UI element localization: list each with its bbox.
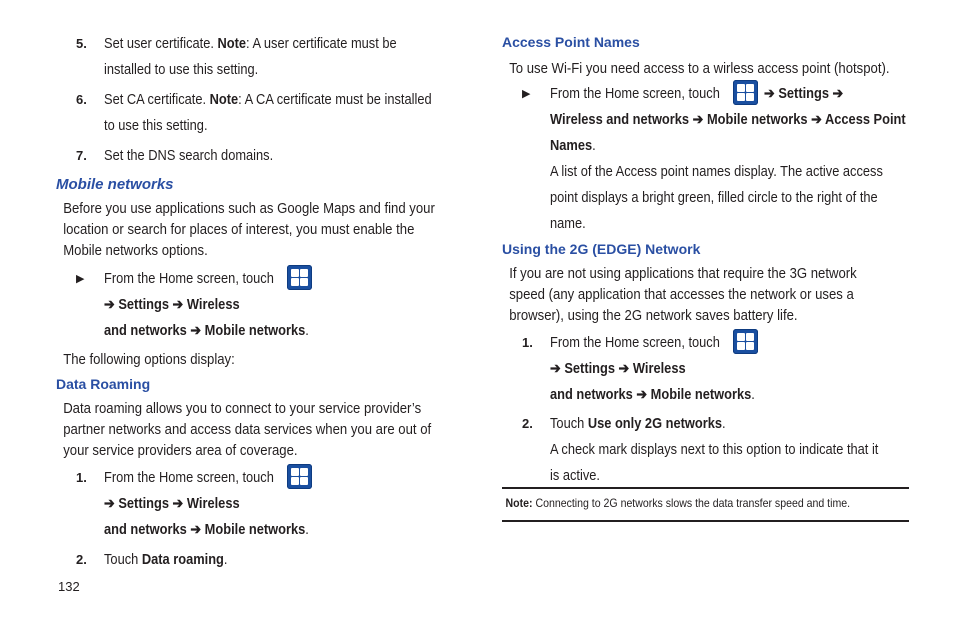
data-roaming-step-2: 2. Touch Data roaming. (56, 547, 464, 573)
section-heading-access-point-names: Access Point Names (502, 34, 640, 50)
bullet-arrow-icon: ▶ (522, 88, 531, 100)
apn-intro: To use Wi-Fi you need access to a wirless access point (hotspot). (509, 61, 890, 77)
step-number: 1. (522, 335, 533, 350)
note-box (502, 487, 909, 522)
step-7 (56, 143, 464, 169)
apps-grid-icon (733, 329, 758, 354)
settings-path: ➔ Settings ➔ Wireless (104, 496, 240, 512)
note-text: Connecting to 2G networks slows the data transfer speed and time. (532, 496, 851, 510)
note-label: Note (217, 36, 247, 52)
note-label: Note: (505, 496, 533, 510)
mobile-networks-intro: Before you use applications such as Google Maps and find your location or search for places of interest, you must enable the Mobile networks options. (63, 201, 435, 259)
step-number: 7. (76, 148, 87, 163)
apps-grid-icon (733, 80, 758, 105)
apps-grid-icon (287, 265, 312, 290)
section-heading-data-roaming: Data Roaming (56, 376, 151, 392)
step-number: 6. (76, 92, 87, 107)
settings-path: ➔ Settings ➔ Wireless (550, 361, 686, 377)
settings-path: ➔ Settings ➔ Wireless (104, 297, 240, 313)
edge-step-1: 1. From the Home screen, touch ➔ Settings ➔ Wireless and networks ➔ Mobile networks. (502, 330, 910, 408)
options-display-text: The following options display: (63, 352, 235, 368)
step-text: Set the DNS search domains. (104, 148, 274, 164)
step-number: 2. (522, 416, 533, 431)
section-heading-mobile-networks: Mobile networks (56, 176, 174, 193)
edge-step-2: 2. Touch Use only 2G networks. A check mark displays next to this option to indicate that it is active. (502, 411, 910, 489)
note-label: Note (209, 92, 239, 108)
step-number: 5. (76, 36, 87, 51)
data-roaming-intro: Data roaming allows you to connect to your service provider’s partner networks and access data services when you are out of your service providers area of coverage. (63, 401, 432, 459)
step-6 (56, 87, 464, 139)
step-5 (56, 31, 464, 83)
data-roaming-step-1: 1. From the Home screen, touch ➔ Settings ➔ Wireless and networks ➔ Mobile networks. (56, 465, 464, 543)
edge-intro: If you are not using applications that require the 3G network speed (any application that accesses the network or uses a browser), using the 2G network saves battery life. (509, 266, 857, 324)
apn-step: ▶ From the Home screen, touch ➔ Settings ➔ Wireless and networks ➔ Mobile networks ➔ Access Point Names. A list of the Access point names display. The active access point displays a bright green, filled circle to the right of the name. (502, 81, 910, 237)
step-text: Set CA certificate. (104, 92, 210, 108)
step-text: Set user certificate. (104, 36, 218, 52)
left-column (56, 30, 464, 573)
step-number: 1. (76, 470, 87, 485)
bullet-arrow-icon: ▶ (76, 273, 85, 285)
note-text: : A CA certificate must be installed (238, 92, 432, 108)
step-text-line2: to use this setting. (104, 118, 208, 134)
step-number: 2. (76, 552, 87, 567)
page-number: 132 (58, 579, 80, 594)
section-heading-2g-edge: Using the 2G (EDGE) Network (502, 241, 701, 257)
apps-grid-icon (287, 464, 312, 489)
settings-path: ➔ Settings ➔ (764, 86, 844, 102)
mobile-networks-step: ▶ From the Home screen, touch ➔ Settings ➔ Wireless and networks ➔ Mobile networks. (56, 266, 464, 344)
note-text: : A user certificate must be (246, 36, 397, 52)
step-text-line2: installed to use this setting. (104, 62, 259, 78)
right-column (502, 34, 910, 489)
